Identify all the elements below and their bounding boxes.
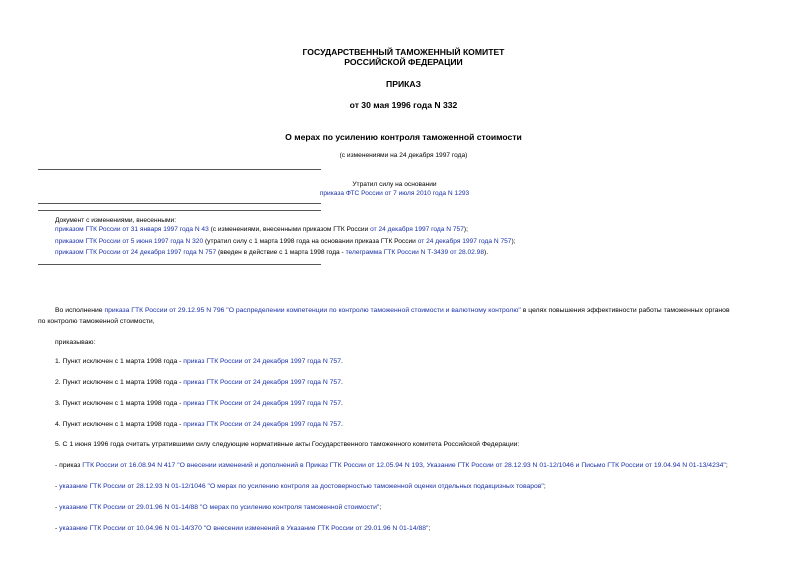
act-link[interactable]: ГТК России от 16.08.94 N 417 "О внесении изменений и дополнений в Приказ ГТК России от 12.05.94 N 193, Указание ГТК России от 28.12.93 N 01-12/1046 и Письмо ГТК России от 19.04.94 N 01-13/4234" [82, 462, 726, 469]
status-link[interactable]: приказа ФТС России от 7 июля 2010 года N 1293 [319, 190, 470, 197]
item-link[interactable]: приказ ГТК России от 24 декабря 1997 года N 757 [183, 379, 341, 386]
change-link[interactable]: от 24 декабря 1997 года N 757 [417, 238, 512, 245]
change-link[interactable]: от 24 декабря 1997 года N 757 [370, 226, 464, 233]
divider [38, 169, 321, 170]
change-item: приказом ГТК России от 31 января 1997 года N 43 (с изменениями, внесенными приказом ГТК России от 24 декабря 1997 года N 757); [55, 226, 468, 233]
preamble-line1: Во исполнение приказа ГТК России от 29.12.95 N 796 "О распределении компетенции по контролю таможенной стоимости и валютному контролю" в целях повышения эффективности работы таможенных органов [55, 307, 730, 314]
divider [38, 210, 321, 211]
change-link[interactable]: приказом ГТК России от 24 декабря 1997 года N 757 [55, 249, 217, 256]
item-link[interactable]: приказ ГТК России от 24 декабря 1997 года N 757 [183, 358, 341, 365]
act-link[interactable]: указание ГТК России от 10.04.96 N 01-14/370 "О внесении изменений в Указание ГТК России от 29.01.96 N 01-14/88" [59, 525, 429, 532]
act-link[interactable]: указание ГТК России от 29.01.96 N 01-14/88 "О мерах по усилению контроля таможенной стоимости" [59, 504, 380, 511]
change-item: приказом ГТК России от 5 июня 1997 года N 320 (утратил силу с 1 марта 1998 года на основании приказа ГТК России от 24 декабря 1997 года N 757); [55, 238, 516, 245]
act-link[interactable]: указание ГТК России от 28.12.93 N 01-12/1046 "О мерах по усилению контроля за достоверностью таможенной оценки отдельных подакцизных товаров" [59, 483, 544, 490]
doc-date: от 30 мая 1996 года N 332 [349, 100, 458, 110]
doc-title: О мерах по усилению контроля таможенной стоимости [285, 132, 522, 142]
order-item: 4. Пункт исключен с 1 марта 1998 года - приказ ГТК России от 24 декабря 1997 года N 757. [55, 421, 343, 428]
repealed-act: - указание ГТК России от 28.12.93 N 01-12/1046 "О мерах по усилению контроля за достоверностью таможенной оценки отдельных подакцизных товаров"; [55, 483, 546, 490]
repealed-act: - приказ ГТК России от 16.08.94 N 417 "О внесении изменений и дополнений в Приказ ГТК России от 12.05.94 N 193, Указание ГТК России от 28.12.93 N 01-12/1046 и Письмо ГТК России от 19.04.94 N 01-13/4234"; [55, 462, 728, 469]
org-name-line1: ГОСУДАРСТВЕННЫЙ ТАМОЖЕННЫЙ КОМИТЕТ [302, 47, 505, 57]
change-link[interactable]: телеграмма ГТК России N Т-3439 от 28.02.98 [345, 249, 485, 256]
repealed-act: - указание ГТК России от 29.01.96 N 01-14/88 "О мерах по усилению контроля таможенной стоимости"; [55, 504, 382, 511]
order-item-5: 5. С 1 июня 1996 года считать утратившими силу следующие нормативные акты Государственного таможенного комитета Российской Федерации: [55, 441, 520, 448]
change-item: приказом ГТК России от 24 декабря 1997 года N 757 (введен в действие с 1 марта 1998 года - телеграмма ГТК России N Т-3439 от 28.02.98). [55, 249, 489, 256]
item-link[interactable]: приказ ГТК России от 24 декабря 1997 года N 757 [183, 421, 341, 428]
repealed-act: - указание ГТК России от 10.04.96 N 01-14/370 "О внесении изменений в Указание ГТК России от 29.01.96 N 01-14/88"; [55, 525, 431, 532]
org-name-line2: РОССИЙСКОЙ ФЕДЕРАЦИИ [344, 57, 463, 67]
order-item: 3. Пункт исключен с 1 марта 1998 года - приказ ГТК России от 24 декабря 1997 года N 757. [55, 400, 343, 407]
order-item: 1. Пункт исключен с 1 марта 1998 года - приказ ГТК России от 24 декабря 1997 года N 757. [55, 358, 343, 365]
doc-type: ПРИКАЗ [386, 79, 421, 89]
order-word: приказываю: [55, 339, 96, 346]
item-link[interactable]: приказ ГТК России от 24 декабря 1997 года N 757 [183, 400, 341, 407]
change-link[interactable]: приказом ГТК России от 5 июня 1997 года N 320 [55, 238, 204, 245]
change-link[interactable]: приказом ГТК России от 31 января 1997 года N 43 [55, 226, 209, 233]
preamble-line2: по контролю таможенной стоимости, [38, 318, 155, 325]
changes-intro: Документ с изменениями, внесенными: [55, 217, 177, 224]
divider [38, 203, 321, 204]
preamble-link[interactable]: приказа ГТК России от 29.12.95 N 796 "О распределении компетенции по контролю таможенной стоимости и валютному контролю" [104, 307, 521, 314]
changes-note: (с изменениями на 24 декабря 1997 года) [339, 152, 468, 159]
order-item: 2. Пункт исключен с 1 марта 1998 года - приказ ГТК России от 24 декабря 1997 года N 757. [55, 379, 343, 386]
status-label: Утратил силу на основании [352, 181, 437, 188]
divider [38, 264, 321, 265]
